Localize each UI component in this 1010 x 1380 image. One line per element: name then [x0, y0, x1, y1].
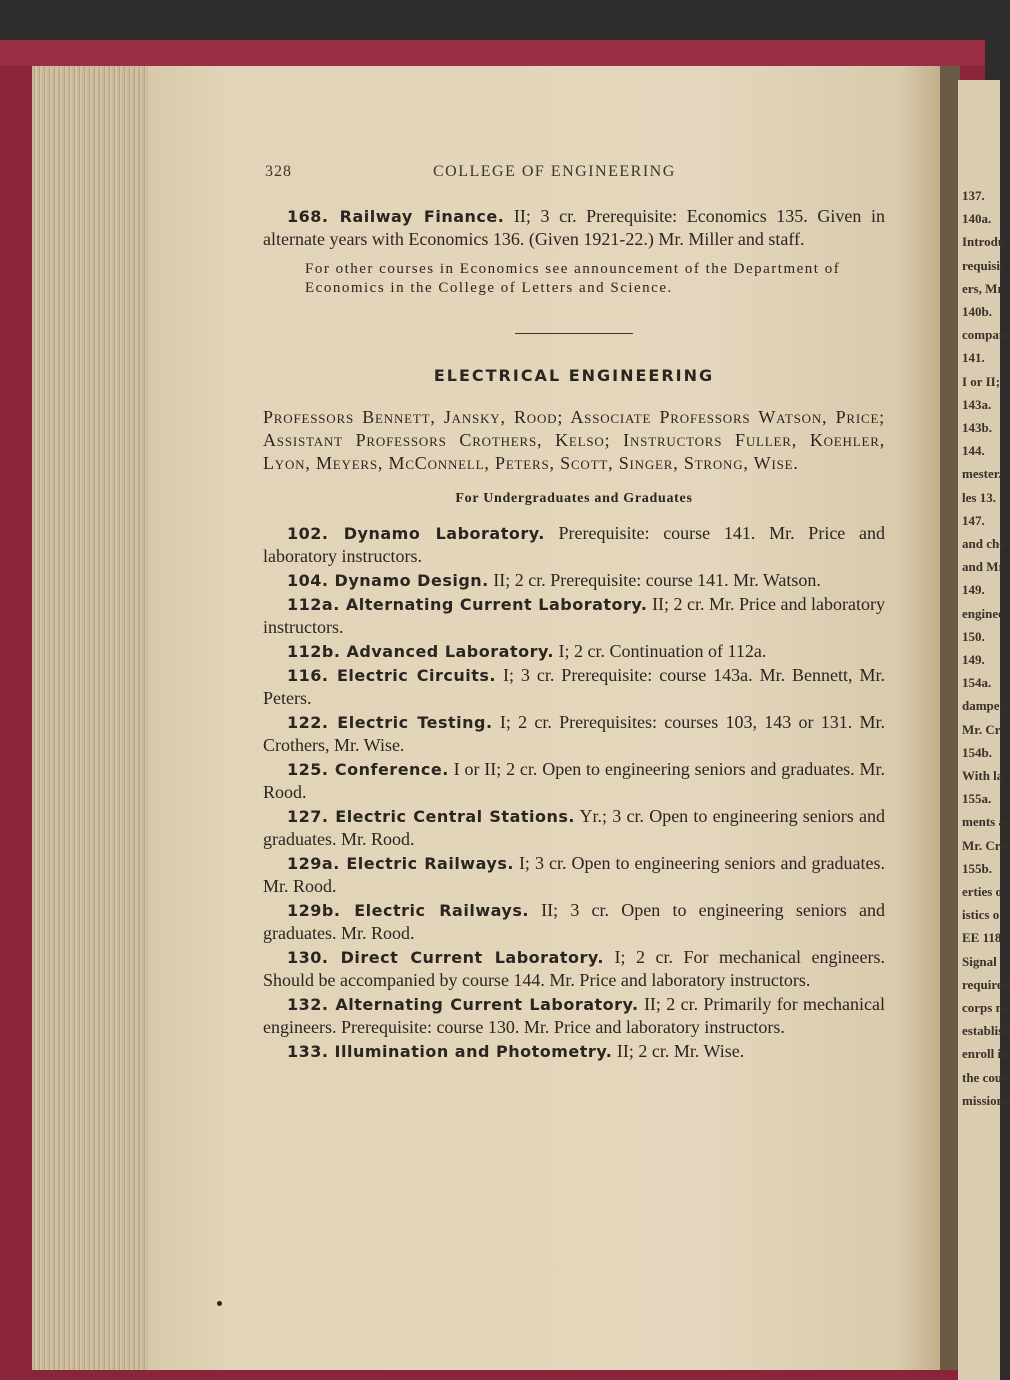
facing-page-fragment: 154a. [962, 675, 992, 691]
course-code: 112a. Alternating Current Laboratory. [287, 595, 648, 614]
course-text: Prerequisite: course 141. Mr. Price and laboratory instructors. [263, 523, 885, 566]
facing-page-fragment: 155a. [962, 791, 992, 807]
facing-page-fragment: 143b. [962, 420, 992, 435]
course-code: 129b. Electric Railways. [287, 901, 529, 920]
course-entry [263, 758, 885, 804]
course-code: 125. Conference. [287, 760, 449, 779]
facing-page-fragment: damped [962, 698, 1007, 714]
course-entry [263, 569, 885, 592]
facing-page-fragment: EE 118. [962, 930, 1005, 946]
facing-page-fragment: 140a. [962, 211, 992, 227]
facing-page-fragment: Signal [962, 953, 997, 969]
facing-page-fragment: les 13. [962, 489, 996, 505]
course-entry [263, 852, 885, 898]
course-code: 130. Direct Current Laboratory. [287, 948, 604, 967]
book-gutter [940, 66, 960, 1370]
course-entry [263, 522, 885, 568]
course-entry [263, 993, 885, 1039]
book-cover-top [0, 40, 985, 66]
section-title: ELECTRICAL ENGINEERING [433, 366, 715, 385]
subheading: For Undergraduates and Graduates [455, 491, 693, 506]
course-text: Yr.; 3 cr. Open to engineering seniors and graduates. Mr. Rood. [263, 806, 885, 849]
course-code: 168. Railway Finance. [287, 207, 505, 226]
course-code: 112b. Advanced Laboratory. [287, 642, 555, 661]
course-entry [263, 640, 885, 663]
facing-page-fragment: requisit [962, 257, 1005, 273]
facing-page-fragment: 137. [962, 188, 985, 203]
course-code: 129a. Electric Railways. [287, 854, 514, 873]
course-text: II; 2 cr. Mr. Wise. [612, 1041, 745, 1061]
course-code: 127. Electric Central Stations. [287, 807, 575, 826]
course-code: 133. Illumination and Photometry. [287, 1042, 613, 1061]
facing-page-fragment: Mr. Cro [962, 837, 1007, 853]
course-text: I; 2 cr. For mechanical engineers. Should be accompanied by course 144. Mr. Price and laboratory instructors. [263, 947, 885, 990]
facing-page-fragment: 149. [962, 652, 985, 667]
facing-page-fragment: corps m [962, 1000, 1007, 1015]
facing-page-fragment: 143a. [962, 396, 992, 412]
course-entry [263, 205, 885, 251]
course-text: I; 3 cr. Prerequisite: course 143a. Mr. Bennett, Mr. Peters. [263, 665, 885, 708]
course-code: 104. Dynamo Design. [287, 571, 489, 590]
faculty-list: Professors Bennett, Jansky, Rood; Associate Professors Watson, Price; Assistant Professors Crothers, Kelso; Instructors Fuller, Koehler, Lyon, Meyers, McConnell, Peters, Scott, Singer, Strong, Wise. [263, 407, 885, 473]
page-number: 328 [265, 163, 292, 180]
section-divider [515, 333, 633, 334]
facing-page-fragment: missione [962, 1092, 1010, 1108]
facing-page-fragment: 144. [962, 443, 985, 459]
course-list [263, 522, 885, 1063]
page-edges [32, 66, 150, 1370]
course-entry [263, 899, 885, 945]
ink-dot [217, 1301, 222, 1306]
course-entry [263, 805, 885, 851]
course-text: II; 2 cr. Primarily for mechanical engineers. Prerequisite: course 130. Mr. Price and laboratory instructors. [263, 994, 885, 1037]
course-text: II; 3 cr. Prerequisite: Economics 135. Given in alternate years with Economics 136. (Given 1921-22.) Mr. Miller and staff. [263, 206, 885, 249]
facing-page-fragment: compan [962, 327, 1007, 343]
facing-page-fragment: enroll in [962, 1046, 1009, 1062]
facing-page-fragment: ments a [962, 814, 1005, 830]
facing-page-fragment: With la [962, 768, 1004, 783]
course-entry [263, 664, 885, 710]
facing-page-fragment: ers, Mr [962, 280, 1004, 296]
course-text: II; 2 cr. Mr. Price and laboratory instructors. [263, 594, 885, 637]
facing-page-fragment: 149. [962, 582, 985, 598]
facing-page-fragment: 154b. [962, 744, 992, 760]
facing-page-fragment: and Mr. [962, 559, 1007, 575]
course-entry [263, 946, 885, 992]
course-text: I; 2 cr. Prerequisites: courses 103, 143 or 131. Mr. Crothers, Mr. Wise. [263, 712, 886, 755]
course-code: 102. Dynamo Laboratory. [287, 524, 545, 543]
course-code: 122. Electric Testing. [287, 713, 493, 732]
course-entry [263, 593, 885, 639]
page-body [263, 205, 885, 1064]
economics-note: For other courses in Economics see announcement of the Department of Economics in the College of Letters and Science. [305, 261, 841, 296]
course-text: II; 2 cr. Prerequisite: course 141. Mr. Watson. [488, 570, 821, 590]
course-entry [263, 1040, 885, 1063]
facing-page-fragment: the cour [962, 1069, 1008, 1085]
running-title: COLLEGE OF ENGINEERING [433, 163, 676, 180]
facing-page-fragment: 140b. [962, 304, 992, 319]
facing-page-fragment: 141. [962, 350, 985, 366]
facing-page-fragment: required [962, 976, 1010, 992]
facing-page-fragment: enginee [962, 605, 1004, 621]
course-text: I; 2 cr. Continuation of 112a. [554, 641, 767, 661]
course-code: 116. Electric Circuits. [287, 666, 497, 685]
facing-page-fragment: and che [962, 536, 1005, 551]
facing-page-fragment: 155b. [962, 860, 992, 876]
facing-page-fragment: 147. [962, 512, 985, 528]
facing-page-fragment: mester. [962, 466, 1002, 482]
facing-page-fragment: erties o [962, 884, 1003, 899]
facing-page-fragment: Introdu [962, 234, 1006, 250]
facing-page-fragment: Mr. Cr [962, 721, 1001, 737]
facing-page-fragment: I or II; [962, 373, 1001, 389]
course-code: 132. Alternating Current Laboratory. [287, 995, 639, 1014]
facing-page-fragment: establish [962, 1023, 1010, 1039]
facing-page-fragment: 150. [962, 628, 985, 644]
course-text: I; 3 cr. Open to engineering seniors and graduates. Mr. Rood. [263, 853, 886, 896]
facing-page-fragment: istics o [962, 907, 1000, 923]
course-text: II; 3 cr. Open to engineering seniors and graduates. Mr. Rood. [263, 900, 886, 943]
course-entry [263, 711, 885, 757]
course-text: I or II; 2 cr. Open to engineering seniors and graduates. Mr. Rood. [263, 759, 886, 802]
